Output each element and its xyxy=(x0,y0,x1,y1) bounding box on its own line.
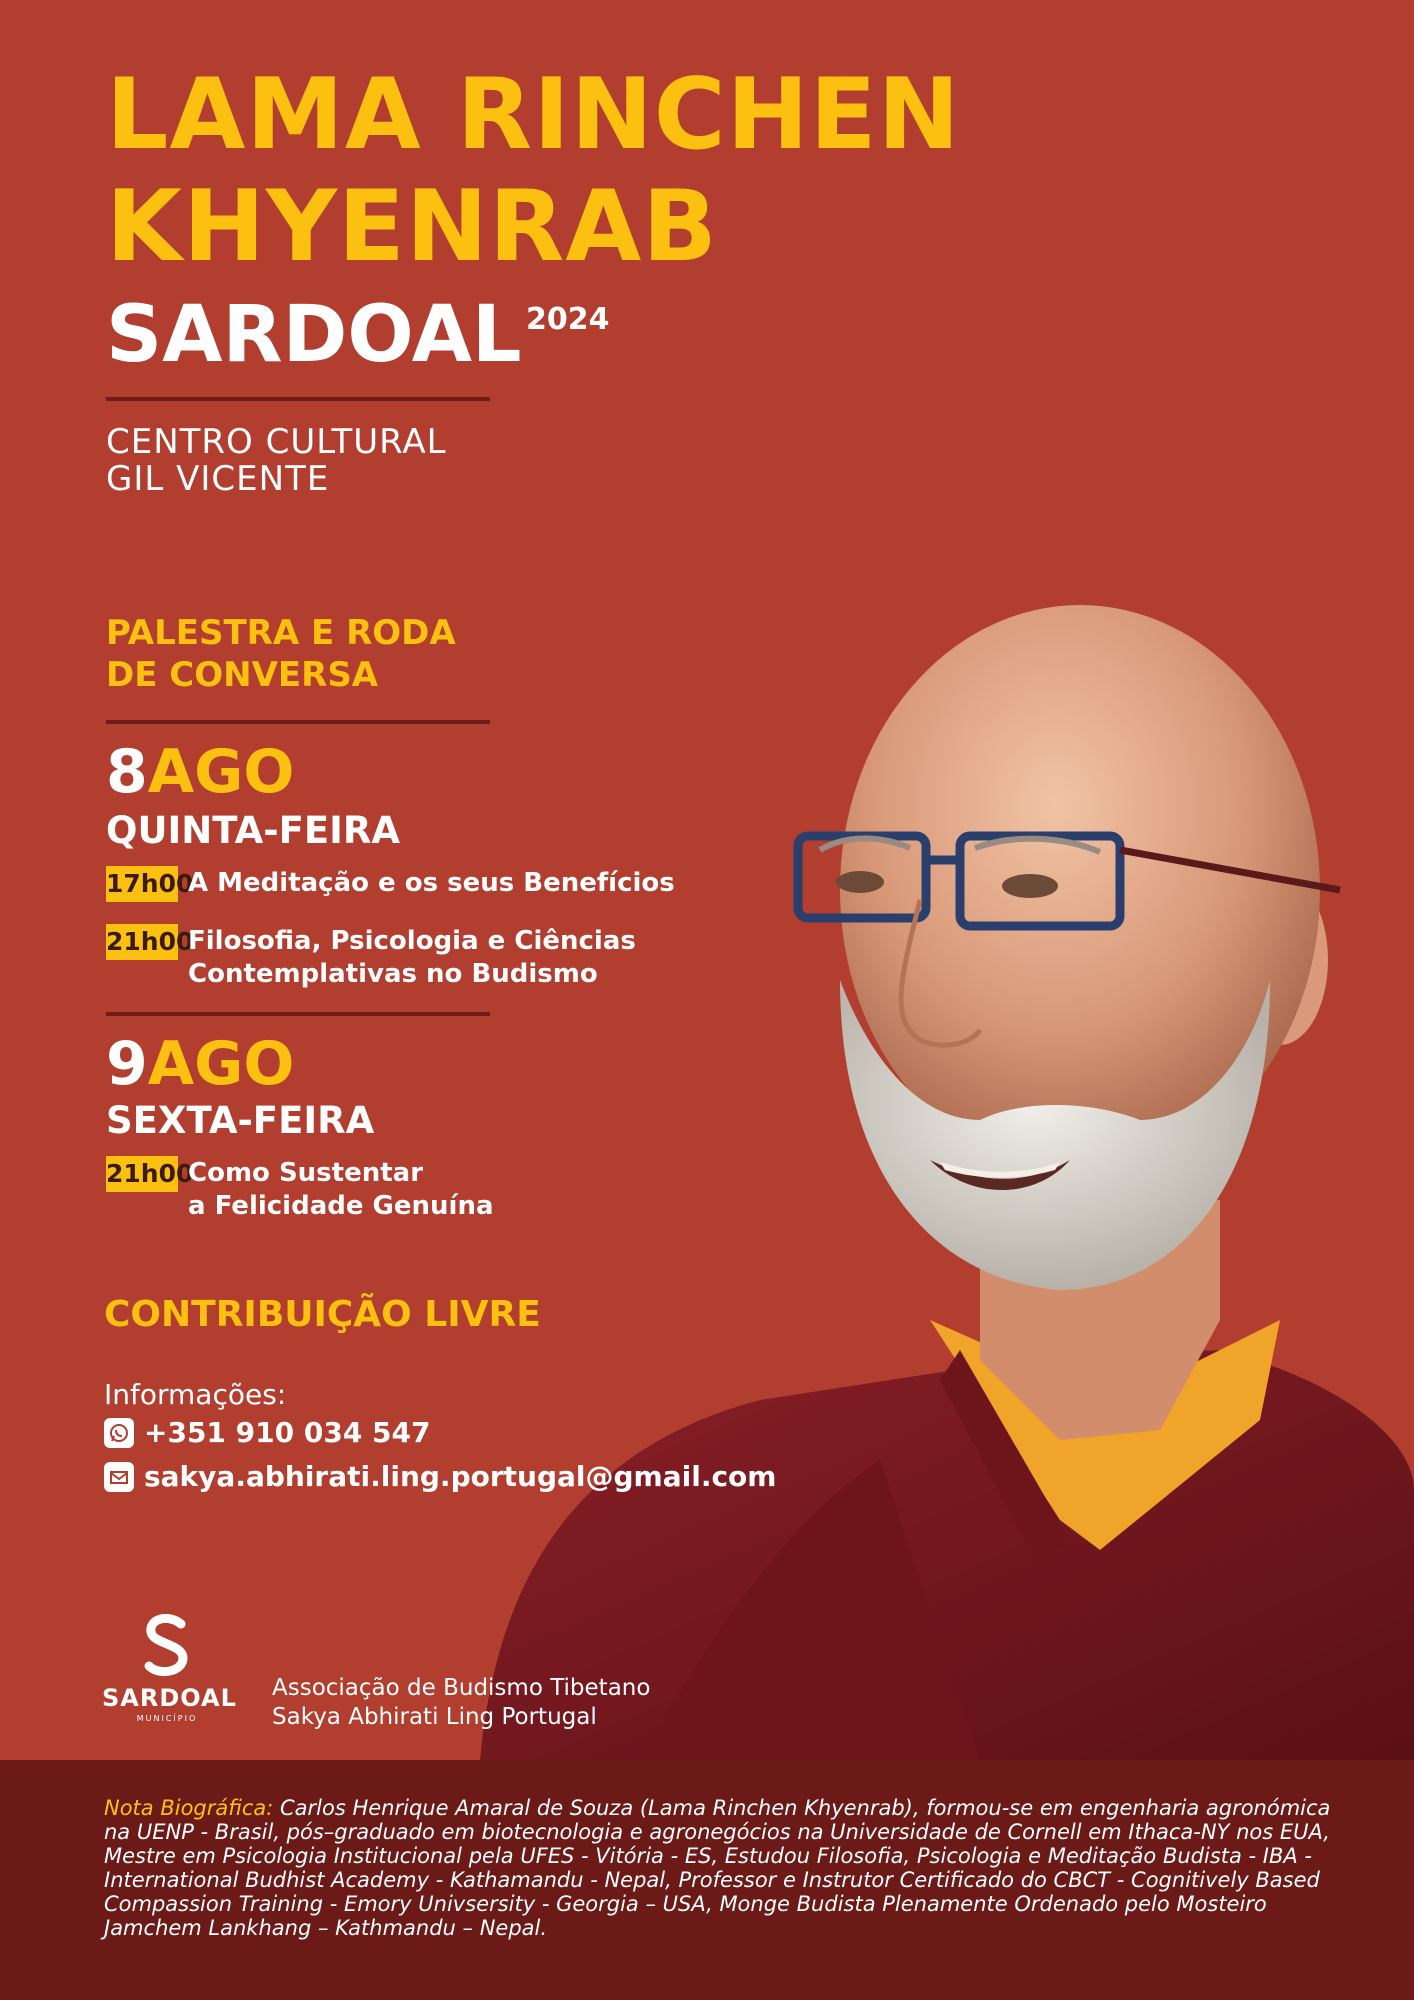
association-line1: Associação de Budismo Tibetano xyxy=(272,1675,651,1701)
session-title-line1: Filosofia, Psicologia e Ciências xyxy=(188,926,636,956)
session-title xyxy=(188,866,675,900)
venue-line1: CENTRO CULTURAL xyxy=(106,422,447,462)
program-heading-line2: DE CONVERSA xyxy=(106,655,379,695)
session-item xyxy=(106,924,636,991)
session-title xyxy=(188,924,636,991)
divider xyxy=(106,720,490,724)
logo-subtitle: MUNICÍPIO xyxy=(136,1714,198,1723)
biographical-note xyxy=(104,1796,1334,1940)
session-time: 17h00 xyxy=(106,866,178,902)
phone-number[interactable]: +351 910 034 547 xyxy=(144,1416,431,1449)
venue xyxy=(106,424,447,498)
association-line2: Sakya Abhirati Ling Portugal xyxy=(272,1704,597,1730)
logo-wordmark: SARDOAL xyxy=(102,1684,237,1712)
month: AGO xyxy=(147,1029,295,1099)
bio-label: Nota Biográfica: xyxy=(104,1796,274,1820)
phone-contact[interactable] xyxy=(104,1416,431,1449)
speaker-name-line2: KHYENRAB xyxy=(106,170,718,284)
bio-text: Carlos Henrique Amaral de Souza (Lama Rinchen Khyenrab), formou-se em engenharia agronómica na UENP - Brasil, pós–graduado em biotecnologia e agronegócios na Universidade de Cornell em Ithaca-NY nos EUA, Mestre em Psicologia Institucional pela UFES - Vitória - ES, Estudou Filosofia, Psicologia e Meditação Budista - IBA - International Budhist Academy - Kathamandu - Nepal, Professor e Instrutor Certificado do CBCT - Cognitively Based Compassion Training - Emory Univsersity - Georgia – USA, Monge Budista Plenamente Ordenado pelo Mosteiro Jamchem Lankhang – Kathmandu – Nepal. xyxy=(104,1796,1331,1940)
email-contact[interactable] xyxy=(104,1460,776,1493)
day-number: 8 xyxy=(106,737,148,807)
weekday-day1: QUINTA-FEIRA xyxy=(106,809,401,852)
program-heading xyxy=(106,612,456,696)
organizer-association xyxy=(272,1674,650,1732)
session-title-line2: Contemplativas no Budismo xyxy=(188,959,598,989)
date-day2 xyxy=(106,1029,295,1099)
session-title-line1: A Meditação e os seus Benefícios xyxy=(188,868,675,898)
session-item xyxy=(106,866,675,902)
month: AGO xyxy=(147,737,295,807)
contacts-label: Informações: xyxy=(104,1378,287,1411)
session-title xyxy=(188,1156,494,1223)
whatsapp-icon xyxy=(104,1418,134,1448)
event-location: SARDOAL xyxy=(106,290,522,380)
date-day1 xyxy=(106,737,295,807)
session-time: 21h00 xyxy=(106,924,178,960)
divider xyxy=(106,397,490,401)
weekday-day2: SEXTA-FEIRA xyxy=(106,1099,375,1142)
day-number: 9 xyxy=(106,1029,148,1099)
mail-icon xyxy=(104,1462,134,1492)
event-year: 2024 xyxy=(526,302,610,337)
speaker-name-line1: LAMA RINCHEN xyxy=(106,58,961,172)
contribution-note: CONTRIBUIÇÃO LIVRE xyxy=(104,1294,541,1335)
divider xyxy=(106,1012,490,1016)
session-title-line1: Como Sustentar xyxy=(188,1158,424,1188)
session-item xyxy=(106,1156,494,1223)
sardoal-s-icon xyxy=(137,1614,197,1678)
email-address[interactable]: sakya.abhirati.ling.portugal@gmail.com xyxy=(144,1460,777,1493)
venue-line2: GIL VICENTE xyxy=(106,459,330,499)
sardoal-municipality-logo xyxy=(102,1614,237,1723)
session-title-line2: a Felicidade Genuína xyxy=(188,1191,494,1221)
lama-portrait-photo xyxy=(460,560,1414,1760)
program-heading-line1: PALESTRA E RODA xyxy=(106,613,456,653)
session-time: 21h00 xyxy=(106,1156,178,1192)
